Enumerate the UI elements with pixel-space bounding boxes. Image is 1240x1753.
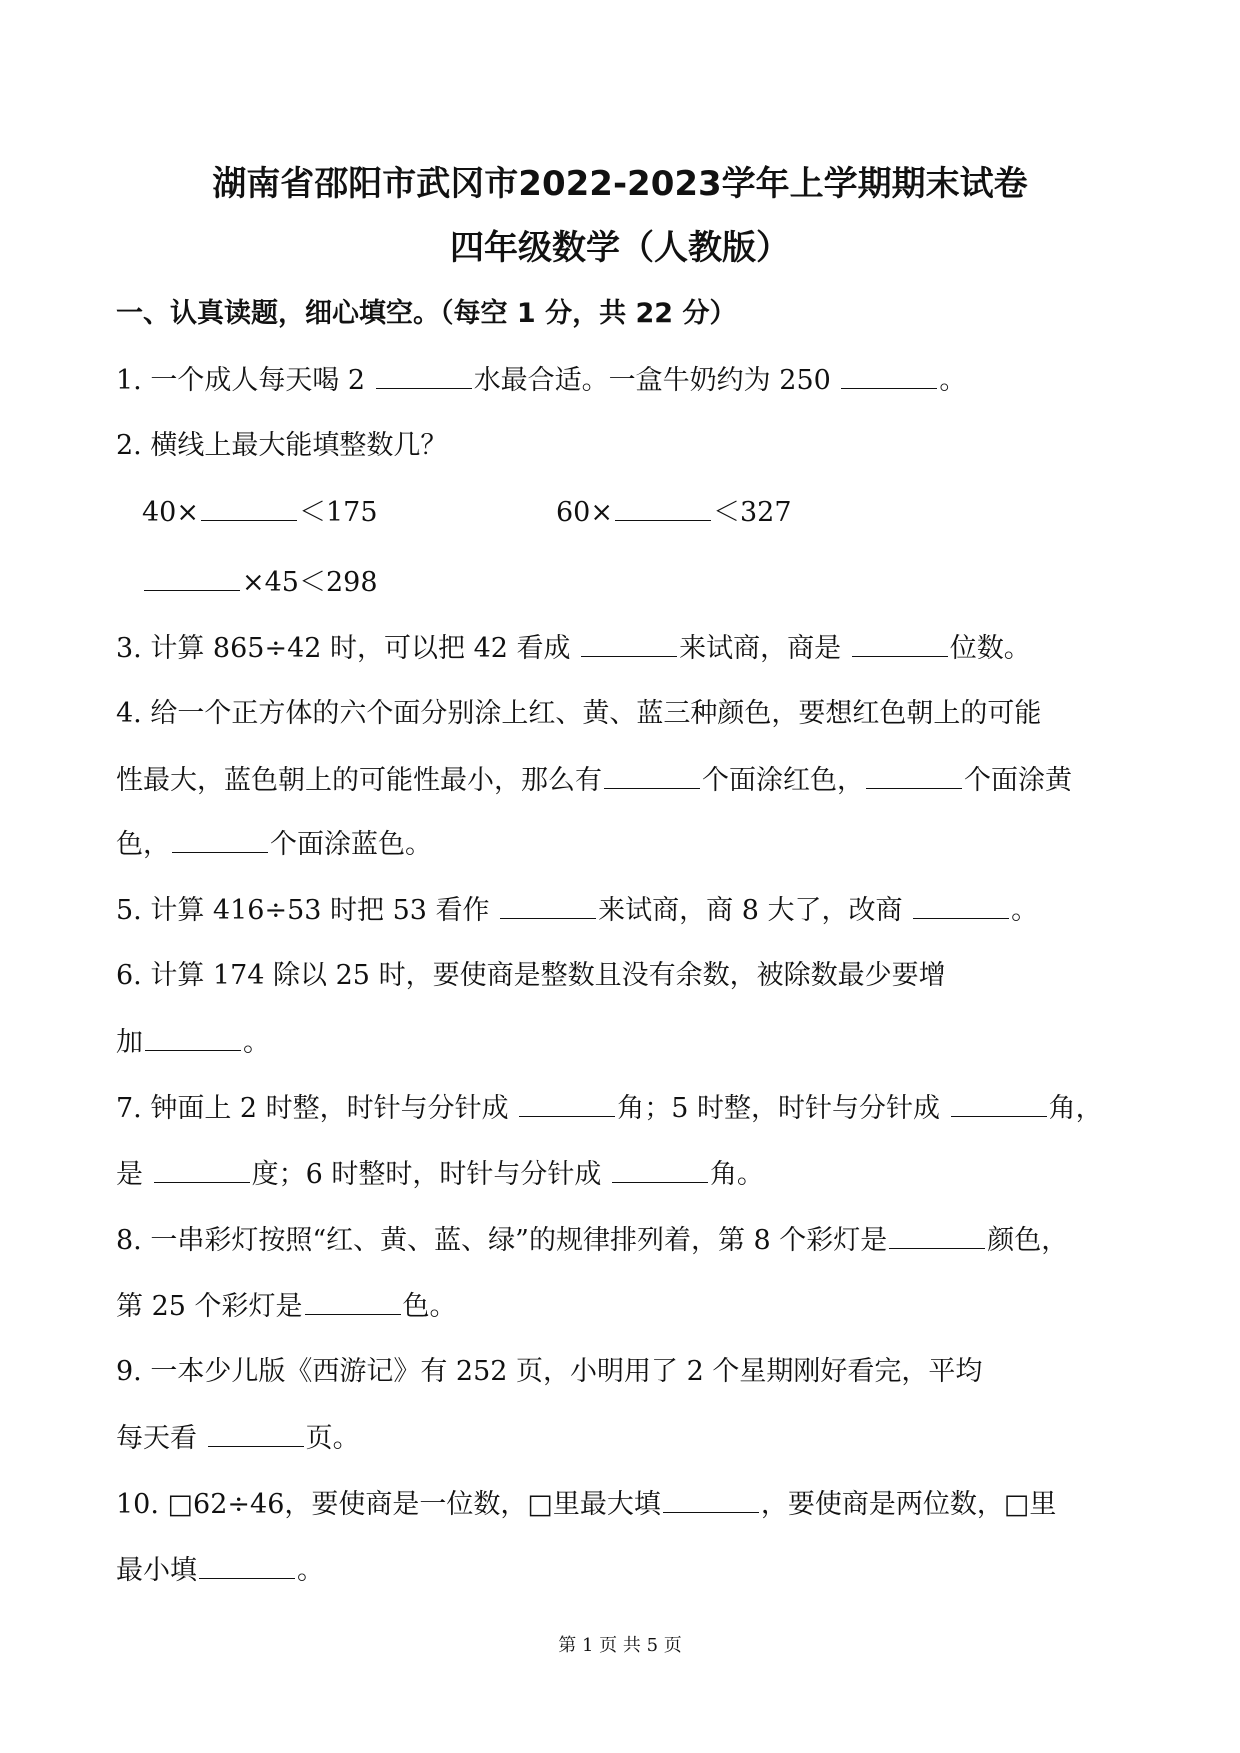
question-6-line-1: 6. 计算 174 除以 25 时，要使商是整数且没有余数，被除数最少要增 <box>116 960 946 991</box>
answer-blank[interactable] <box>172 826 268 853</box>
question-10-line-2: 最小填 。 <box>116 1552 324 1589</box>
answer-blank[interactable] <box>145 1024 241 1051</box>
answer-blank[interactable] <box>604 762 700 789</box>
question-7-line-2: 是 度；6 时整时，时针与分针成 角。 <box>116 1156 764 1193</box>
question-2-expression-1: 40× ＜175 <box>142 494 378 531</box>
page-number: 第 1 页 共 5 页 <box>558 1635 682 1656</box>
answer-blank[interactable] <box>581 630 677 657</box>
answer-blank[interactable] <box>500 892 596 919</box>
answer-blank[interactable] <box>208 1420 304 1447</box>
question-2-expression-2: 60× ＜327 <box>556 494 792 531</box>
answer-blank[interactable] <box>866 762 962 789</box>
answer-blank[interactable] <box>519 1090 615 1117</box>
exam-subtitle: 四年级数学（人教版） <box>450 228 790 268</box>
question-9-line-2: 每天看 页。 <box>116 1420 360 1457</box>
answer-blank[interactable] <box>154 1156 250 1183</box>
exam-title: 湖南省邵阳市武冈市2022-2023学年上学期期末试卷 <box>212 164 1028 204</box>
answer-blank[interactable] <box>663 1486 759 1513</box>
answer-blank[interactable] <box>612 1156 708 1183</box>
question-9-line-1: 9. 一本少儿版《西游记》有 252 页，小明用了 2 个星期刚好看完，平均 <box>116 1356 983 1387</box>
question-2-expression-3: ×45＜298 <box>142 564 378 601</box>
question-6-line-2: 加 。 <box>116 1024 270 1061</box>
answer-blank[interactable] <box>144 564 240 591</box>
answer-blank[interactable] <box>201 494 297 521</box>
question-1: 1. 一个成人每天喝 2 水最合适。一盒牛奶约为 250 。 <box>116 362 966 399</box>
question-8-line-1: 8. 一串彩灯按照“红、黄、蓝、绿”的规律排列着，第 8 个彩灯是 颜色， <box>116 1222 1068 1259</box>
question-10-line-1: 10. □62÷46，要使商是一位数，□里最大填 ，要使商是两位数，□里 <box>116 1486 1056 1523</box>
section-heading: 一、认真读题，细心填空。（每空 1 分，共 22 分） <box>116 298 737 329</box>
question-4-line-2: 性最大，蓝色朝上的可能性最小，那么有 个面涂红色， 个面涂黄 <box>116 762 1072 799</box>
answer-blank[interactable] <box>889 1222 985 1249</box>
answer-blank[interactable] <box>852 630 948 657</box>
question-3: 3. 计算 865÷42 时，可以把 42 看成 来试商，商是 位数。 <box>116 630 1031 667</box>
question-7-line-1: 7. 钟面上 2 时整，时针与分针成 角；5 时整，时针与分针成 角， <box>116 1090 1103 1127</box>
question-8-line-2: 第 25 个彩灯是 色。 <box>116 1288 457 1325</box>
question-5: 5. 计算 416÷53 时把 53 看作 来试商，商 8 大了，改商 。 <box>116 892 1038 929</box>
question-4-line-3: 色， 个面涂蓝色。 <box>116 826 432 863</box>
answer-blank[interactable] <box>913 892 1009 919</box>
question-4-line-1: 4. 给一个正方体的六个面分别涂上红、黄、蓝三种颜色，要想红色朝上的可能 <box>116 698 1042 729</box>
answer-blank[interactable] <box>615 494 711 521</box>
question-2: 2. 横线上最大能填整数几？ <box>116 430 448 461</box>
answer-blank[interactable] <box>951 1090 1047 1117</box>
answer-blank[interactable] <box>199 1552 295 1579</box>
answer-blank[interactable] <box>841 362 937 389</box>
answer-blank[interactable] <box>376 362 472 389</box>
answer-blank[interactable] <box>305 1288 401 1315</box>
